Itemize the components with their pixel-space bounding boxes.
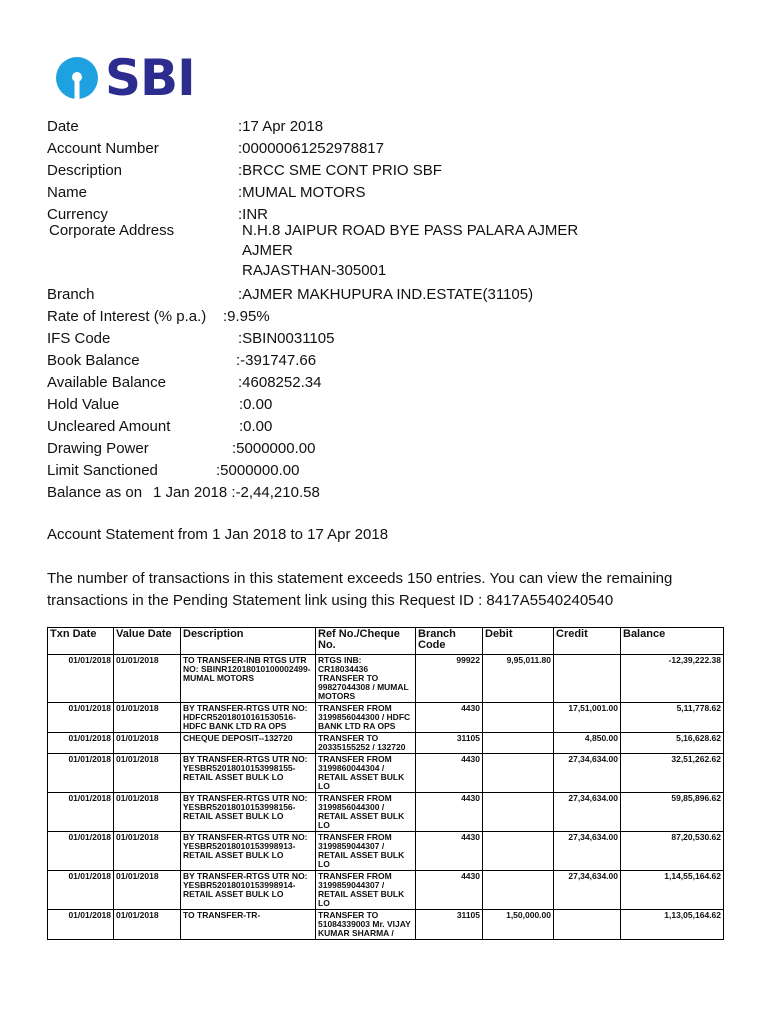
cell-debit: 9,95,011.80 <box>483 655 554 703</box>
cell-description: BY TRANSFER-RTGS UTR NO: HDFCR52018010161530516-HDFC BANK LTD RA OPS <box>181 703 316 733</box>
field-label: Drawing Power <box>47 440 149 457</box>
field-value: N.H.8 JAIPUR ROAD BYE PASS PALARA AJMER <box>242 222 579 239</box>
field-label: Description <box>47 162 123 179</box>
cell-balance: 5,11,778.62 <box>621 703 724 733</box>
cell-description: BY TRANSFER-RTGS UTR NO: YESBR52018010153998914-RETAIL ASSET BULK LO <box>181 871 316 910</box>
cell-debit <box>483 733 554 754</box>
transactions-table <box>47 627 724 940</box>
field-label: Corporate Address <box>49 222 175 239</box>
cell-value-date: 01/01/2018 <box>114 871 181 910</box>
field-value: :9.95% <box>223 308 270 325</box>
cell-value-date: 01/01/2018 <box>114 832 181 871</box>
field-value: :00000061252978817 <box>238 140 384 157</box>
cell-txn-date: 01/01/2018 <box>48 733 114 754</box>
cell-balance: 87,20,530.62 <box>621 832 724 871</box>
cell-credit: 27,34,634.00 <box>554 793 621 832</box>
field-value: RAJASTHAN-305001 <box>242 262 387 279</box>
cell-credit <box>554 910 621 940</box>
field-value: :0.00 <box>239 418 273 435</box>
cell-txn-date: 01/01/2018 <box>48 655 114 703</box>
cell-debit <box>483 793 554 832</box>
header-ref-no: Ref No./Cheque No. <box>316 628 416 655</box>
table-row <box>48 793 724 832</box>
cell-debit <box>483 832 554 871</box>
field-value: :5000000.00 <box>216 462 300 479</box>
cell-debit <box>483 871 554 910</box>
field-label: Currency <box>47 206 108 223</box>
cell-value-date: 01/01/2018 <box>114 655 181 703</box>
field-value: AJMER <box>242 242 293 259</box>
header-credit: Credit <box>554 628 621 655</box>
cell-credit <box>554 655 621 703</box>
cell-ref-no: TRANSFER FROM 3199856044300 / RETAIL ASSET BULK LO <box>316 793 416 832</box>
table-row <box>48 832 724 871</box>
cell-txn-date: 01/01/2018 <box>48 871 114 910</box>
cell-txn-date: 01/01/2018 <box>48 832 114 871</box>
cell-branch-code: 4430 <box>416 832 483 871</box>
cell-balance: 1,14,55,164.62 <box>621 871 724 910</box>
cell-debit <box>483 754 554 793</box>
field-value: :0.00 <box>239 396 273 413</box>
cell-debit: 1,50,000.00 <box>483 910 554 940</box>
field-label: Uncleared Amount <box>47 418 171 435</box>
field-label: Branch <box>47 286 95 303</box>
field-value: :BRCC SME CONT PRIO SBF <box>238 162 442 179</box>
notice-line-2: transactions in the Pending Statement link using this Request ID : 8417A5540240540 <box>47 592 614 609</box>
cell-txn-date: 01/01/2018 <box>48 754 114 793</box>
cell-ref-no: TRANSFER FROM 3199860044304 / RETAIL ASSET BULK LO <box>316 754 416 793</box>
cell-branch-code: 4430 <box>416 793 483 832</box>
header-txn-date: Txn Date <box>48 628 114 655</box>
cell-branch-code: 31105 <box>416 910 483 940</box>
cell-value-date: 01/01/2018 <box>114 754 181 793</box>
cell-value-date: 01/01/2018 <box>114 703 181 733</box>
field-value: :-391747.66 <box>236 352 317 369</box>
field-label: Limit Sanctioned <box>47 462 158 479</box>
field-label: Date <box>47 118 79 135</box>
cell-branch-code: 4430 <box>416 703 483 733</box>
sbi-logo <box>55 49 195 107</box>
cell-value-date: 01/01/2018 <box>114 733 181 754</box>
table-row <box>48 733 724 754</box>
table-header-row <box>48 628 724 655</box>
cell-balance: -12,39,222.38 <box>621 655 724 703</box>
field-label: Name <box>47 184 88 201</box>
header-debit: Debit <box>483 628 554 655</box>
field-label: Balance as on <box>47 484 143 501</box>
field-value: :4608252.34 <box>238 374 322 391</box>
field-value: :MUMAL MOTORS <box>238 184 366 201</box>
cell-credit: 27,34,634.00 <box>554 832 621 871</box>
field-value: :17 Apr 2018 <box>238 118 324 135</box>
field-label: Available Balance <box>47 374 166 391</box>
cell-balance: 5,16,628.62 <box>621 733 724 754</box>
cell-branch-code: 99922 <box>416 655 483 703</box>
table-row <box>48 754 724 793</box>
cell-credit: 27,34,634.00 <box>554 754 621 793</box>
cell-credit: 17,51,001.00 <box>554 703 621 733</box>
cell-description: BY TRANSFER-RTGS UTR NO: YESBR52018010153998913-RETAIL ASSET BULK LO <box>181 832 316 871</box>
cell-description: BY TRANSFER-RTGS UTR NO: YESBR52018010153998156-RETAIL ASSET BULK LO <box>181 793 316 832</box>
cell-txn-date: 01/01/2018 <box>48 910 114 940</box>
field-label: Hold Value <box>47 396 120 413</box>
cell-description: TO TRANSFER-TR- <box>181 910 316 940</box>
logo-text: SBI <box>105 49 195 107</box>
field-value: :SBIN0031105 <box>238 330 335 347</box>
cell-description: BY TRANSFER-RTGS UTR NO: YESBR52018010153998155-RETAIL ASSET BULK LO <box>181 754 316 793</box>
field-label: IFS Code <box>47 330 111 347</box>
notice-line-1: The number of transactions in this statement exceeds 150 entries. You can view the remaining <box>47 570 673 587</box>
cell-ref-no: TRANSFER FROM 3199856044300 / HDFC BANK LTD RA OPS <box>316 703 416 733</box>
field-value: :INR <box>238 206 268 223</box>
cell-credit: 4,850.00 <box>554 733 621 754</box>
table-row <box>48 910 724 940</box>
cell-balance: 32,51,262.62 <box>621 754 724 793</box>
cell-value-date: 01/01/2018 <box>114 910 181 940</box>
cell-txn-date: 01/01/2018 <box>48 703 114 733</box>
cell-value-date: 01/01/2018 <box>114 793 181 832</box>
cell-ref-no: TRANSFER FROM 3199859044307 / RETAIL ASSET BULK LO <box>316 871 416 910</box>
cell-ref-no: TRANSFER FROM 3199859044307 / RETAIL ASSET BULK LO <box>316 832 416 871</box>
cell-description: CHEQUE DEPOSIT--132720 <box>181 733 316 754</box>
field-value: 1 Jan 2018 :-2,44,210.58 <box>153 484 320 501</box>
field-value: :AJMER MAKHUPURA IND.ESTATE(31105) <box>238 286 534 303</box>
cell-ref-no: TRANSFER TO 20335155252 / 132720 <box>316 733 416 754</box>
header-value-date: Value Date <box>114 628 181 655</box>
cell-ref-no: RTGS INB: CR18034436 TRANSFER TO 99827044308 / MUMAL MOTORS <box>316 655 416 703</box>
field-label: Account Number <box>47 140 159 157</box>
cell-ref-no: TRANSFER TO 51084339003 Mr. VIJAY KUMAR SHARMA / <box>316 910 416 940</box>
field-label: Book Balance <box>47 352 140 369</box>
sbi-keyhole-icon <box>55 56 99 100</box>
field-value: :5000000.00 <box>232 440 316 457</box>
cell-credit: 27,34,634.00 <box>554 871 621 910</box>
table-row <box>48 703 724 733</box>
cell-debit <box>483 703 554 733</box>
table-row <box>48 871 724 910</box>
cell-txn-date: 01/01/2018 <box>48 793 114 832</box>
cell-balance: 1,13,05,164.62 <box>621 910 724 940</box>
cell-description: TO TRANSFER-INB RTGS UTR NO: SBINR12018010100002499-MUMAL MOTORS <box>181 655 316 703</box>
header-description: Description <box>181 628 316 655</box>
cell-branch-code: 31105 <box>416 733 483 754</box>
field-label: Rate of Interest (% p.a.) <box>47 308 207 325</box>
table-row <box>48 655 724 703</box>
statement-period: Account Statement from 1 Jan 2018 to 17 Apr 2018 <box>47 526 389 543</box>
header-balance: Balance <box>621 628 724 655</box>
cell-branch-code: 4430 <box>416 871 483 910</box>
header-branch-code: Branch Code <box>416 628 483 655</box>
cell-balance: 59,85,896.62 <box>621 793 724 832</box>
cell-branch-code: 4430 <box>416 754 483 793</box>
